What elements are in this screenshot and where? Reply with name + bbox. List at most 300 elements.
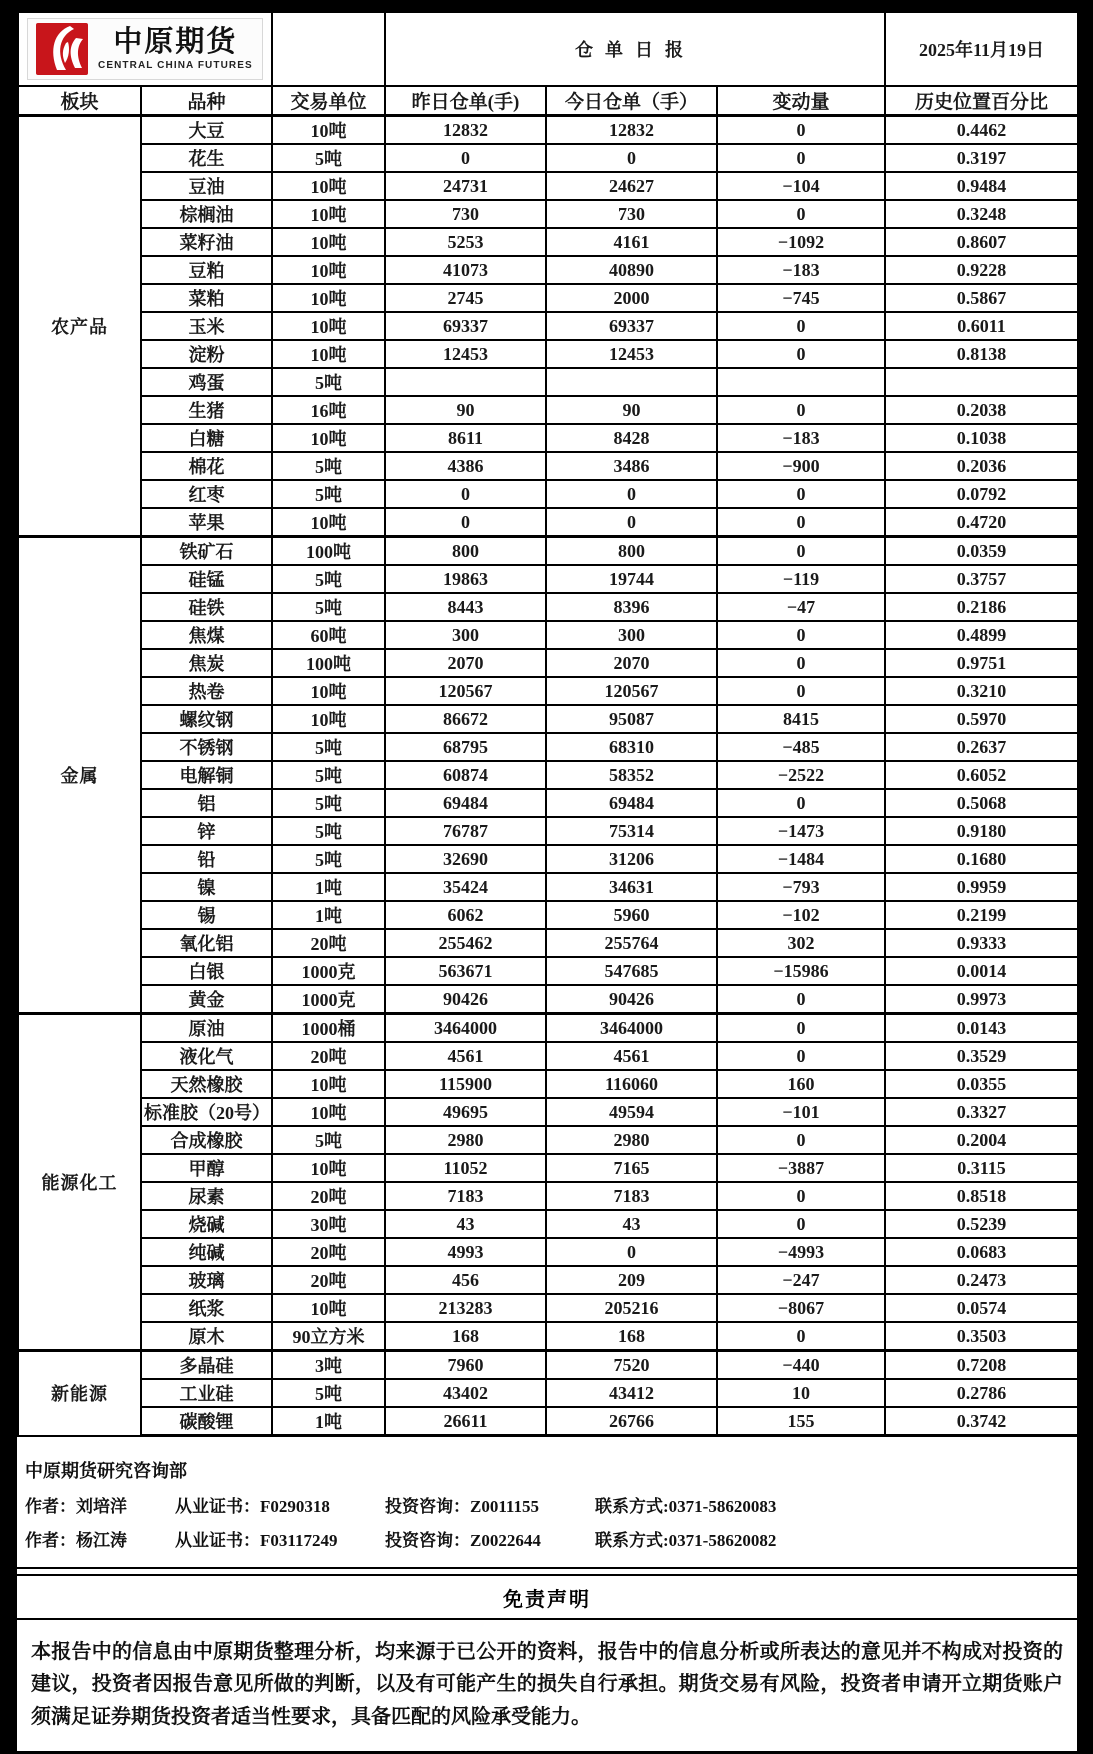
trade-unit-cell: 10吨 xyxy=(272,284,385,312)
yesterday-receipts-cell: 69337 xyxy=(385,312,546,340)
change-amount-cell: 0 xyxy=(717,1322,885,1351)
today-receipts-cell: 209 xyxy=(546,1266,717,1294)
today-receipts-cell: 31206 xyxy=(546,845,717,873)
trade-unit-cell: 10吨 xyxy=(272,200,385,228)
today-receipts-cell: 12453 xyxy=(546,340,717,368)
product-name-cell: 天然橡胶 xyxy=(141,1070,272,1098)
author-name: 作者：刘培洋 xyxy=(25,1497,127,1516)
today-receipts-cell: 7520 xyxy=(546,1351,717,1380)
change-amount-cell: 0 xyxy=(717,396,885,424)
table-row xyxy=(18,200,1078,228)
history-position-cell: 0.3248 xyxy=(885,200,1078,228)
history-position-cell: 0.5970 xyxy=(885,705,1078,733)
table-row xyxy=(18,705,1078,733)
table-row xyxy=(18,144,1078,172)
history-position-cell: 0.1680 xyxy=(885,845,1078,873)
yesterday-receipts-cell: 60874 xyxy=(385,761,546,789)
product-name-cell: 纸浆 xyxy=(141,1294,272,1322)
history-position-cell: 0.3197 xyxy=(885,144,1078,172)
yesterday-receipts-cell: 8443 xyxy=(385,593,546,621)
change-amount-cell: −8067 xyxy=(717,1294,885,1322)
table-row xyxy=(18,929,1078,957)
trade-unit-cell: 10吨 xyxy=(272,312,385,340)
yesterday-receipts-cell: 2070 xyxy=(385,649,546,677)
table-row xyxy=(18,1351,1078,1380)
table-row xyxy=(18,1154,1078,1182)
change-amount-cell: −2522 xyxy=(717,761,885,789)
change-amount-cell: 0 xyxy=(717,1126,885,1154)
product-name-cell: 尿素 xyxy=(141,1182,272,1210)
trade-unit-cell: 10吨 xyxy=(272,1098,385,1126)
history-position-cell: 0.0683 xyxy=(885,1238,1078,1266)
trade-unit-cell: 10吨 xyxy=(272,228,385,256)
history-position-cell: 0.0355 xyxy=(885,1070,1078,1098)
product-name-cell: 白银 xyxy=(141,957,272,985)
yesterday-receipts-cell: 49695 xyxy=(385,1098,546,1126)
today-receipts-cell: 730 xyxy=(546,200,717,228)
yesterday-receipts-cell: 24731 xyxy=(385,172,546,200)
research-info-block xyxy=(17,1437,1077,1569)
product-name-cell: 原油 xyxy=(141,1014,272,1043)
change-amount-cell: 0 xyxy=(717,985,885,1014)
trade-unit-cell: 10吨 xyxy=(272,340,385,368)
today-receipts-cell: 49594 xyxy=(546,1098,717,1126)
history-position-cell: 0.7208 xyxy=(885,1351,1078,1380)
table-row xyxy=(18,985,1078,1014)
yesterday-receipts-cell: 300 xyxy=(385,621,546,649)
trade-unit-cell: 5吨 xyxy=(272,1126,385,1154)
today-receipts-cell: 2070 xyxy=(546,649,717,677)
today-receipts-cell: 116060 xyxy=(546,1070,717,1098)
yesterday-receipts-cell: 43 xyxy=(385,1210,546,1238)
brand-subtitle: CENTRAL CHINA FUTURES xyxy=(98,59,253,71)
product-name-cell: 菜粕 xyxy=(141,284,272,312)
table-row xyxy=(18,789,1078,817)
today-receipts-cell: 547685 xyxy=(546,957,717,985)
history-position-cell: 0.8138 xyxy=(885,340,1078,368)
today-receipts-cell: 3486 xyxy=(546,452,717,480)
history-position-cell: 0.1038 xyxy=(885,424,1078,452)
product-name-cell: 热卷 xyxy=(141,677,272,705)
yesterday-receipts-cell: 255462 xyxy=(385,929,546,957)
report-page xyxy=(14,8,1080,1754)
change-amount-cell: 0 xyxy=(717,144,885,172)
change-amount-cell: −1473 xyxy=(717,817,885,845)
report-date: 2025年11月19日 xyxy=(885,12,1078,86)
research-department: 中原期货研究咨询部 xyxy=(25,1461,187,1481)
change-amount-cell: 0 xyxy=(717,340,885,368)
logo-box xyxy=(27,18,263,80)
change-amount-cell: 8415 xyxy=(717,705,885,733)
yesterday-receipts-cell: 120567 xyxy=(385,677,546,705)
table-row xyxy=(18,957,1078,985)
product-name-cell: 硅铁 xyxy=(141,593,272,621)
trade-unit-cell: 20吨 xyxy=(272,929,385,957)
yesterday-receipts-cell: 563671 xyxy=(385,957,546,985)
trade-unit-cell: 5吨 xyxy=(272,733,385,761)
product-name-cell: 淀粉 xyxy=(141,340,272,368)
report-title: 仓单日报 xyxy=(385,12,885,86)
change-amount-cell: 0 xyxy=(717,789,885,817)
product-name-cell: 焦煤 xyxy=(141,621,272,649)
yesterday-receipts-cell: 2745 xyxy=(385,284,546,312)
trade-unit-cell: 5吨 xyxy=(272,845,385,873)
change-amount-cell: −440 xyxy=(717,1351,885,1380)
yesterday-receipts-cell: 6062 xyxy=(385,901,546,929)
product-name-cell: 黄金 xyxy=(141,985,272,1014)
yesterday-receipts-cell: 7183 xyxy=(385,1182,546,1210)
table-row xyxy=(18,1322,1078,1351)
table-row xyxy=(18,228,1078,256)
trade-unit-cell: 10吨 xyxy=(272,172,385,200)
product-name-cell: 氧化铝 xyxy=(141,929,272,957)
section-label: 新能源 xyxy=(18,1351,141,1436)
history-position-cell: 0.3327 xyxy=(885,1098,1078,1126)
table-row xyxy=(18,1098,1078,1126)
trade-unit-cell: 60吨 xyxy=(272,621,385,649)
history-position-cell: 0.2004 xyxy=(885,1126,1078,1154)
table-row xyxy=(18,256,1078,284)
change-amount-cell: 0 xyxy=(717,1182,885,1210)
author-name: 作者：杨江涛 xyxy=(25,1531,127,1550)
product-name-cell: 螺纹钢 xyxy=(141,705,272,733)
product-name-cell: 原木 xyxy=(141,1322,272,1351)
change-amount-cell: 0 xyxy=(717,1042,885,1070)
yesterday-receipts-cell: 26611 xyxy=(385,1407,546,1436)
product-name-cell: 锡 xyxy=(141,901,272,929)
history-position-cell: 0.2786 xyxy=(885,1379,1078,1407)
today-receipts-cell: 7165 xyxy=(546,1154,717,1182)
yesterday-receipts-cell: 456 xyxy=(385,1266,546,1294)
product-name-cell: 镍 xyxy=(141,873,272,901)
today-receipts-cell: 0 xyxy=(546,480,717,508)
yesterday-receipts-cell: 12453 xyxy=(385,340,546,368)
table-row xyxy=(18,284,1078,312)
trade-unit-cell: 5吨 xyxy=(272,368,385,396)
history-position-cell: 0.5068 xyxy=(885,789,1078,817)
trade-unit-cell: 20吨 xyxy=(272,1238,385,1266)
trade-unit-cell: 10吨 xyxy=(272,116,385,145)
today-receipts-cell: 300 xyxy=(546,621,717,649)
product-name-cell: 焦炭 xyxy=(141,649,272,677)
today-receipts-cell: 8396 xyxy=(546,593,717,621)
col-header-unit: 交易单位 xyxy=(272,86,385,116)
trade-unit-cell: 20吨 xyxy=(272,1266,385,1294)
table-row xyxy=(18,733,1078,761)
today-receipts-cell: 4561 xyxy=(546,1042,717,1070)
trade-unit-cell: 1000克 xyxy=(272,985,385,1014)
history-position-cell: 0.9180 xyxy=(885,817,1078,845)
trade-unit-cell: 100吨 xyxy=(272,537,385,566)
yesterday-receipts-cell: 5253 xyxy=(385,228,546,256)
product-name-cell: 不锈钢 xyxy=(141,733,272,761)
table-row xyxy=(18,1126,1078,1154)
table-row xyxy=(18,901,1078,929)
history-position-cell: 0.9959 xyxy=(885,873,1078,901)
table-row xyxy=(18,1294,1078,1322)
today-receipts-cell: 0 xyxy=(546,144,717,172)
history-position-cell: 0.2199 xyxy=(885,901,1078,929)
change-amount-cell xyxy=(717,368,885,396)
product-name-cell: 铅 xyxy=(141,845,272,873)
history-position-cell: 0.5239 xyxy=(885,1210,1078,1238)
change-amount-cell: −102 xyxy=(717,901,885,929)
change-amount-cell: 160 xyxy=(717,1070,885,1098)
history-position-cell: 0.8607 xyxy=(885,228,1078,256)
history-position-cell: 0.9333 xyxy=(885,929,1078,957)
author-cert: 从业证书：F0290318 xyxy=(175,1497,330,1516)
trade-unit-cell: 10吨 xyxy=(272,1070,385,1098)
today-receipts-cell: 26766 xyxy=(546,1407,717,1436)
change-amount-cell: 0 xyxy=(717,537,885,566)
product-name-cell: 生猪 xyxy=(141,396,272,424)
change-amount-cell: −101 xyxy=(717,1098,885,1126)
today-receipts-cell: 0 xyxy=(546,1238,717,1266)
yesterday-receipts-cell: 2980 xyxy=(385,1126,546,1154)
change-amount-cell: −104 xyxy=(717,172,885,200)
history-position-cell: 0.5867 xyxy=(885,284,1078,312)
table-row xyxy=(18,116,1078,145)
author-contact: 联系方式:0371-58620082 xyxy=(595,1531,777,1550)
change-amount-cell: 155 xyxy=(717,1407,885,1436)
today-receipts-cell: 120567 xyxy=(546,677,717,705)
yesterday-receipts-cell xyxy=(385,368,546,396)
section-label: 能源化工 xyxy=(18,1014,141,1351)
yesterday-receipts-cell: 0 xyxy=(385,144,546,172)
trade-unit-cell: 5吨 xyxy=(272,1379,385,1407)
change-amount-cell: 10 xyxy=(717,1379,885,1407)
history-position-cell: 0.3529 xyxy=(885,1042,1078,1070)
yesterday-receipts-cell: 90426 xyxy=(385,985,546,1014)
yesterday-receipts-cell: 800 xyxy=(385,537,546,566)
yesterday-receipts-cell: 0 xyxy=(385,480,546,508)
table-row xyxy=(18,677,1078,705)
trade-unit-cell: 100吨 xyxy=(272,649,385,677)
trade-unit-cell: 1吨 xyxy=(272,873,385,901)
change-amount-cell: −1484 xyxy=(717,845,885,873)
product-name-cell: 红枣 xyxy=(141,480,272,508)
author-advisory: 投资咨询：Z0022644 xyxy=(385,1531,541,1550)
warehouse-receipt-table xyxy=(17,11,1079,1437)
history-position-cell: 0.6011 xyxy=(885,312,1078,340)
trade-unit-cell: 10吨 xyxy=(272,424,385,452)
change-amount-cell: 0 xyxy=(717,480,885,508)
change-amount-cell: 0 xyxy=(717,1014,885,1043)
trade-unit-cell: 5吨 xyxy=(272,817,385,845)
table-row xyxy=(18,480,1078,508)
change-amount-cell: −183 xyxy=(717,424,885,452)
company-logo xyxy=(18,12,272,86)
yesterday-receipts-cell: 90 xyxy=(385,396,546,424)
table-row xyxy=(18,761,1078,789)
today-receipts-cell: 7183 xyxy=(546,1182,717,1210)
product-name-cell: 碳酸锂 xyxy=(141,1407,272,1436)
table-row xyxy=(18,1182,1078,1210)
table-row xyxy=(18,593,1078,621)
yesterday-receipts-cell: 168 xyxy=(385,1322,546,1351)
history-position-cell: 0.6052 xyxy=(885,761,1078,789)
product-name-cell: 菜籽油 xyxy=(141,228,272,256)
yesterday-receipts-cell: 213283 xyxy=(385,1294,546,1322)
today-receipts-cell: 34631 xyxy=(546,873,717,901)
change-amount-cell: 0 xyxy=(717,621,885,649)
product-name-cell: 玻璃 xyxy=(141,1266,272,1294)
yesterday-receipts-cell: 76787 xyxy=(385,817,546,845)
change-amount-cell: 0 xyxy=(717,200,885,228)
change-amount-cell: −247 xyxy=(717,1266,885,1294)
today-receipts-cell: 19744 xyxy=(546,565,717,593)
product-name-cell: 苹果 xyxy=(141,508,272,537)
trade-unit-cell: 5吨 xyxy=(272,593,385,621)
trade-unit-cell: 5吨 xyxy=(272,452,385,480)
change-amount-cell: −15986 xyxy=(717,957,885,985)
trade-unit-cell: 10吨 xyxy=(272,705,385,733)
yesterday-receipts-cell: 0 xyxy=(385,508,546,537)
table-row xyxy=(18,424,1078,452)
yesterday-receipts-cell: 4386 xyxy=(385,452,546,480)
table-row xyxy=(18,621,1078,649)
change-amount-cell: 0 xyxy=(717,508,885,537)
col-header-product: 品种 xyxy=(141,86,272,116)
history-position-cell: 0.3503 xyxy=(885,1322,1078,1351)
table-row xyxy=(18,1210,1078,1238)
product-name-cell: 烧碱 xyxy=(141,1210,272,1238)
product-name-cell: 硅锰 xyxy=(141,565,272,593)
today-receipts-cell: 40890 xyxy=(546,256,717,284)
today-receipts-cell: 69484 xyxy=(546,789,717,817)
today-receipts-cell: 58352 xyxy=(546,761,717,789)
yesterday-receipts-cell: 11052 xyxy=(385,1154,546,1182)
trade-unit-cell: 20吨 xyxy=(272,1042,385,1070)
today-receipts-cell: 90426 xyxy=(546,985,717,1014)
change-amount-cell: −900 xyxy=(717,452,885,480)
table-row xyxy=(18,649,1078,677)
table-row xyxy=(18,452,1078,480)
history-position-cell: 0.0143 xyxy=(885,1014,1078,1043)
change-amount-cell: −4993 xyxy=(717,1238,885,1266)
today-receipts-cell: 255764 xyxy=(546,929,717,957)
column-header-row xyxy=(18,86,1078,116)
today-receipts-cell: 3464000 xyxy=(546,1014,717,1043)
history-position-cell: 0.9484 xyxy=(885,172,1078,200)
product-name-cell: 豆油 xyxy=(141,172,272,200)
table-row xyxy=(18,845,1078,873)
section-label: 农产品 xyxy=(18,116,141,537)
yesterday-receipts-cell: 32690 xyxy=(385,845,546,873)
table-row xyxy=(18,368,1078,396)
change-amount-cell: 302 xyxy=(717,929,885,957)
trade-unit-cell: 5吨 xyxy=(272,789,385,817)
history-position-cell: 0.3210 xyxy=(885,677,1078,705)
author-cert: 从业证书：F03117249 xyxy=(175,1531,338,1550)
today-receipts-cell: 75314 xyxy=(546,817,717,845)
trade-unit-cell: 5吨 xyxy=(272,480,385,508)
table-row xyxy=(18,873,1078,901)
product-name-cell: 液化气 xyxy=(141,1042,272,1070)
trade-unit-cell: 10吨 xyxy=(272,508,385,537)
change-amount-cell: −485 xyxy=(717,733,885,761)
history-position-cell: 0.9228 xyxy=(885,256,1078,284)
product-name-cell: 大豆 xyxy=(141,116,272,145)
history-position-cell: 0.9973 xyxy=(885,985,1078,1014)
table-row xyxy=(18,508,1078,537)
yesterday-receipts-cell: 35424 xyxy=(385,873,546,901)
change-amount-cell: 0 xyxy=(717,649,885,677)
today-receipts-cell: 43412 xyxy=(546,1379,717,1407)
col-header-yesterday: 昨日仓单(手) xyxy=(385,86,546,116)
today-receipts-cell: 800 xyxy=(546,537,717,566)
table-row xyxy=(18,817,1078,845)
table-row xyxy=(18,1407,1078,1436)
today-receipts-cell: 5960 xyxy=(546,901,717,929)
history-position-cell: 0.3742 xyxy=(885,1407,1078,1436)
table-row xyxy=(18,340,1078,368)
col-header-position: 历史位置百分比 xyxy=(885,86,1078,116)
product-name-cell: 工业硅 xyxy=(141,1379,272,1407)
change-amount-cell: 0 xyxy=(717,312,885,340)
today-receipts-cell: 2980 xyxy=(546,1126,717,1154)
author-advisory: 投资咨询：Z0011155 xyxy=(385,1497,539,1516)
product-name-cell: 铁矿石 xyxy=(141,537,272,566)
today-receipts-cell: 43 xyxy=(546,1210,717,1238)
change-amount-cell: 0 xyxy=(717,1210,885,1238)
history-position-cell: 0.0014 xyxy=(885,957,1078,985)
table-row xyxy=(18,1238,1078,1266)
history-position-cell: 0.8518 xyxy=(885,1182,1078,1210)
history-position-cell: 0.3757 xyxy=(885,565,1078,593)
trade-unit-cell: 3吨 xyxy=(272,1351,385,1380)
product-name-cell: 甲醇 xyxy=(141,1154,272,1182)
yesterday-receipts-cell: 41073 xyxy=(385,256,546,284)
table-row xyxy=(18,1379,1078,1407)
logo-mark-icon xyxy=(36,23,88,75)
table-row xyxy=(18,1042,1078,1070)
history-position-cell: 0.2186 xyxy=(885,593,1078,621)
history-position-cell: 0.2637 xyxy=(885,733,1078,761)
disclaimer-title: 免责声明 xyxy=(17,1574,1077,1620)
trade-unit-cell: 10吨 xyxy=(272,256,385,284)
trade-unit-cell: 20吨 xyxy=(272,1182,385,1210)
change-amount-cell: −47 xyxy=(717,593,885,621)
history-position-cell: 0.0359 xyxy=(885,537,1078,566)
table-row xyxy=(18,396,1078,424)
change-amount-cell: −119 xyxy=(717,565,885,593)
brand-name: 中原期货 xyxy=(113,25,238,58)
product-name-cell: 花生 xyxy=(141,144,272,172)
yesterday-receipts-cell: 68795 xyxy=(385,733,546,761)
change-amount-cell: 0 xyxy=(717,677,885,705)
yesterday-receipts-cell: 115900 xyxy=(385,1070,546,1098)
trade-unit-cell: 1吨 xyxy=(272,901,385,929)
history-position-cell: 0.0574 xyxy=(885,1294,1078,1322)
today-receipts-cell: 205216 xyxy=(546,1294,717,1322)
change-amount-cell: −1092 xyxy=(717,228,885,256)
yesterday-receipts-cell: 12832 xyxy=(385,116,546,145)
history-position-cell: 0.0792 xyxy=(885,480,1078,508)
yesterday-receipts-cell: 7960 xyxy=(385,1351,546,1380)
trade-unit-cell: 5吨 xyxy=(272,144,385,172)
trade-unit-cell: 10吨 xyxy=(272,1294,385,1322)
history-position-cell: 0.2473 xyxy=(885,1266,1078,1294)
today-receipts-cell: 68310 xyxy=(546,733,717,761)
table-row xyxy=(18,537,1078,566)
brand-text xyxy=(98,25,253,71)
product-name-cell: 多晶硅 xyxy=(141,1351,272,1380)
today-receipts-cell xyxy=(546,368,717,396)
trade-unit-cell: 1000克 xyxy=(272,957,385,985)
history-position-cell xyxy=(885,368,1078,396)
col-header-change: 变动量 xyxy=(717,86,885,116)
